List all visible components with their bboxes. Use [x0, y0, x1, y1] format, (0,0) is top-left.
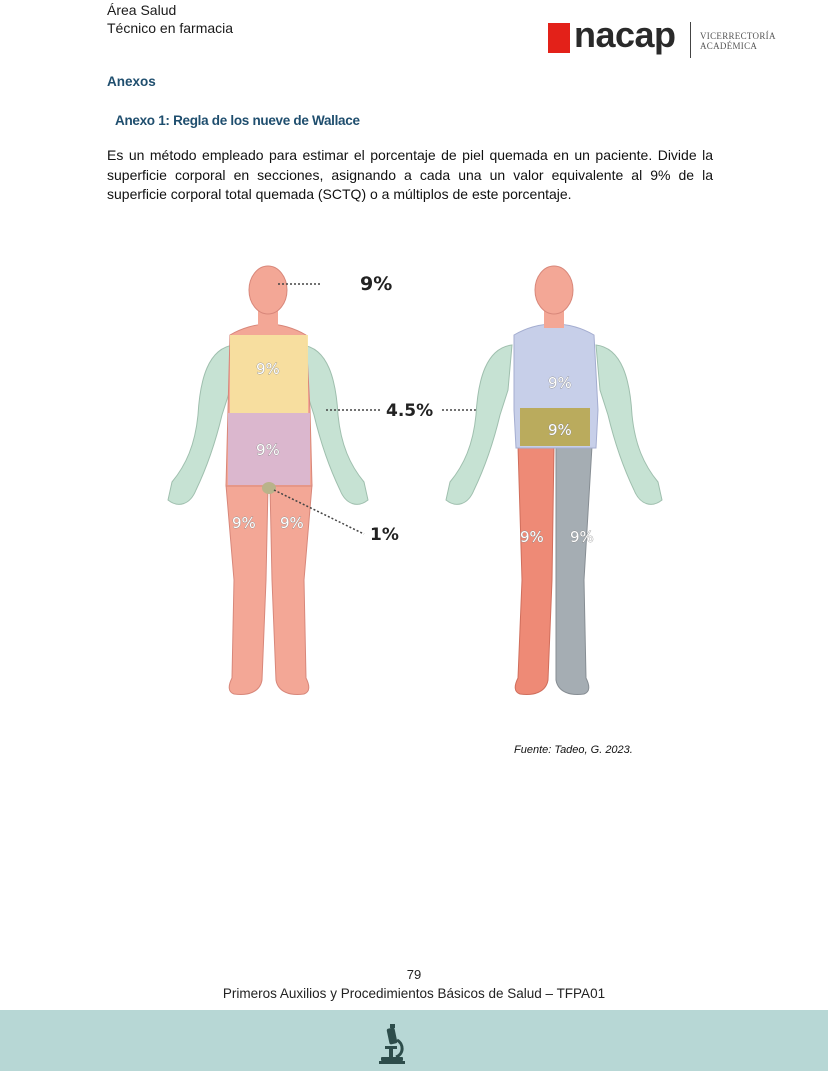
- header-program: Técnico en farmacia: [107, 20, 234, 36]
- figure-caption: Fuente: Tadeo, G. 2023.: [514, 744, 633, 756]
- header-area: Área Salud: [107, 2, 177, 18]
- footer-band: [0, 1010, 828, 1071]
- body-paragraph: Es un método empleado para estimar el porcentaje de piel quemada en un paciente. Divide la superficie corporal en secciones, asignando a cada una un valor equivalente al 9% de la superficie corporal total quemada (SCTQ) o a múltiplos de este porcentaje.: [107, 147, 713, 202]
- label-arms-4-5: 4.5%: [386, 401, 434, 421]
- back-leg-right-label: 9%: [570, 528, 594, 546]
- body-diagram: [150, 250, 680, 710]
- inacap-logo: [548, 14, 788, 62]
- front-chest-label: 9%: [256, 360, 280, 378]
- logo-sub-2: ACADÉMICA: [700, 41, 758, 51]
- label-head-9: 9%: [360, 273, 393, 295]
- logo-sub-1: VICERRECTORÍA: [700, 31, 776, 41]
- logo-divider: [690, 22, 691, 58]
- back-leg-left-label: 9%: [520, 528, 544, 546]
- section-title: Anexos: [107, 74, 156, 89]
- front-body: [168, 266, 368, 694]
- back-upper-label: 9%: [548, 374, 572, 392]
- footer-title: Primeros Auxilios y Procedimientos Básicos de Salud – TFPA01: [222, 986, 606, 1001]
- page-number: 79: [406, 967, 422, 982]
- front-abdomen-label: 9%: [256, 441, 280, 459]
- back-body: [446, 266, 662, 694]
- label-genital-1: 1%: [370, 525, 399, 545]
- front-leg-right-label: 9%: [280, 514, 304, 532]
- front-leg-left-label: 9%: [232, 514, 256, 532]
- back-lower-label: 9%: [548, 421, 572, 439]
- logo-red-block: [548, 23, 570, 53]
- logo-word: nacap: [574, 14, 676, 55]
- microscope-icon: [377, 1022, 407, 1066]
- rule-of-nines-figure: [150, 250, 680, 710]
- annex-title: Anexo 1: Regla de los nueve de Wallace: [115, 113, 360, 128]
